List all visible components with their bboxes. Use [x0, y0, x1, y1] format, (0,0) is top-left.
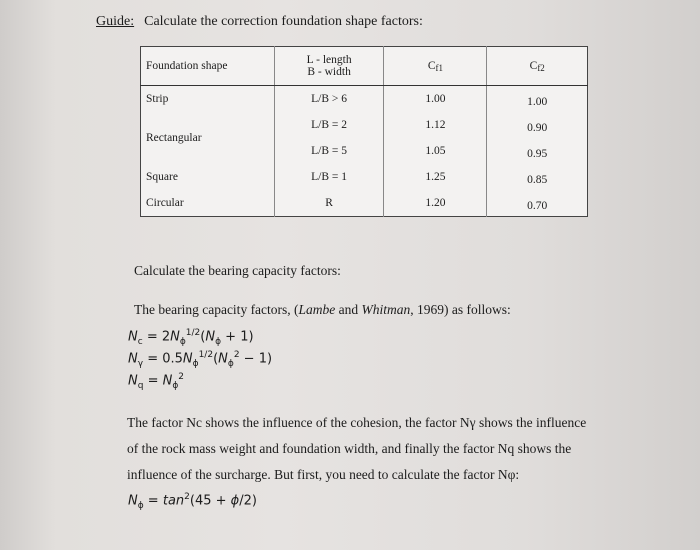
- guide-heading: [96, 14, 423, 30]
- row-ratio: L/B = 5: [274, 138, 383, 164]
- row-cf2-value: 0.70: [527, 200, 548, 212]
- header-foundation-shape: Foundation shape: [141, 47, 275, 86]
- row-ratio: L/B > 6: [274, 86, 383, 113]
- row-cf1: 1.12: [384, 112, 487, 138]
- explanation-line-2: of the rock mass weight and foundation width, and finally the factor Nq shows the: [127, 441, 572, 456]
- table-row: [141, 138, 588, 164]
- shape-factor-table: [140, 46, 588, 217]
- header-cf2-letter: C: [529, 59, 538, 72]
- row-cf2: [487, 164, 588, 190]
- intro-text-before: The bearing capacity factors, (: [134, 302, 299, 317]
- row-cf2-value: 0.90: [527, 122, 548, 134]
- row-shape: Strip: [141, 86, 275, 113]
- intro-paragraph: [134, 297, 511, 323]
- row-shape: Square: [141, 164, 275, 190]
- header-dimensions: [274, 47, 383, 86]
- row-cf1: 1.20: [384, 190, 487, 217]
- explanation-line-3: influence of the surcharge. But first, you need to calculate the factor Nφ:: [127, 467, 520, 482]
- equation-nc: $N_c = 2N_\phi^{1/2}(N_\phi + 1)$: [128, 328, 254, 347]
- row-cf2: [487, 112, 588, 138]
- table-row: [141, 112, 588, 138]
- row-ratio: L/B = 1: [274, 164, 383, 190]
- row-cf1: 1.25: [384, 164, 487, 190]
- intro-author-lambe: Lambe: [298, 302, 336, 317]
- table-row: [141, 190, 588, 217]
- row-cf2: [487, 190, 588, 217]
- table-header-row: [141, 47, 588, 86]
- row-cf2: [487, 138, 588, 164]
- header-cf1: [384, 47, 487, 86]
- row-cf2-value: 0.95: [527, 148, 548, 160]
- intro-text-and: and: [335, 302, 362, 317]
- row-cf2-value: 0.85: [527, 174, 548, 186]
- header-length: L - length: [306, 54, 352, 66]
- table-row: [141, 86, 588, 113]
- row-ratio: L/B = 2: [274, 112, 383, 138]
- row-ratio: R: [274, 190, 383, 217]
- header-cf1-sub: f1: [435, 62, 443, 73]
- equation-ny: $N_\gamma = 0.5N_\phi^{1/2}(N_\phi^2 - 1)$: [128, 350, 273, 369]
- row-cf1: 1.05: [384, 138, 487, 164]
- row-shape-rectangular: Rectangular: [146, 132, 202, 144]
- header-cf2-sub: f2: [537, 62, 545, 73]
- row-cf1: 1.00: [384, 86, 487, 113]
- header-cf2: [487, 47, 588, 86]
- equation-nq: $N_q = N_\phi^2$: [128, 372, 185, 391]
- row-cf2-value: 1.00: [527, 96, 548, 108]
- intro-author-whitman: Whitman: [361, 302, 411, 317]
- header-cf1-letter: C: [427, 59, 436, 72]
- explanation-line-1: The factor Nc shows the influence of the cohesion, the factor Nγ shows the influence: [127, 415, 587, 430]
- row-shape: [141, 132, 275, 164]
- table-row: [141, 164, 588, 190]
- row-shape: Circular: [141, 190, 275, 217]
- intro-text-after: , 1969) as follows:: [410, 302, 511, 317]
- guide-label: Guide:: [96, 14, 135, 29]
- row-cf2: [487, 86, 588, 113]
- equation-nphi: $N_\phi = \tan^2(45 + \phi/2)$: [128, 492, 257, 511]
- guide-text: Calculate the correction foundation shape factors:: [144, 14, 423, 29]
- section-title: Calculate the bearing capacity factors:: [134, 263, 341, 278]
- header-width: B - width: [307, 66, 351, 78]
